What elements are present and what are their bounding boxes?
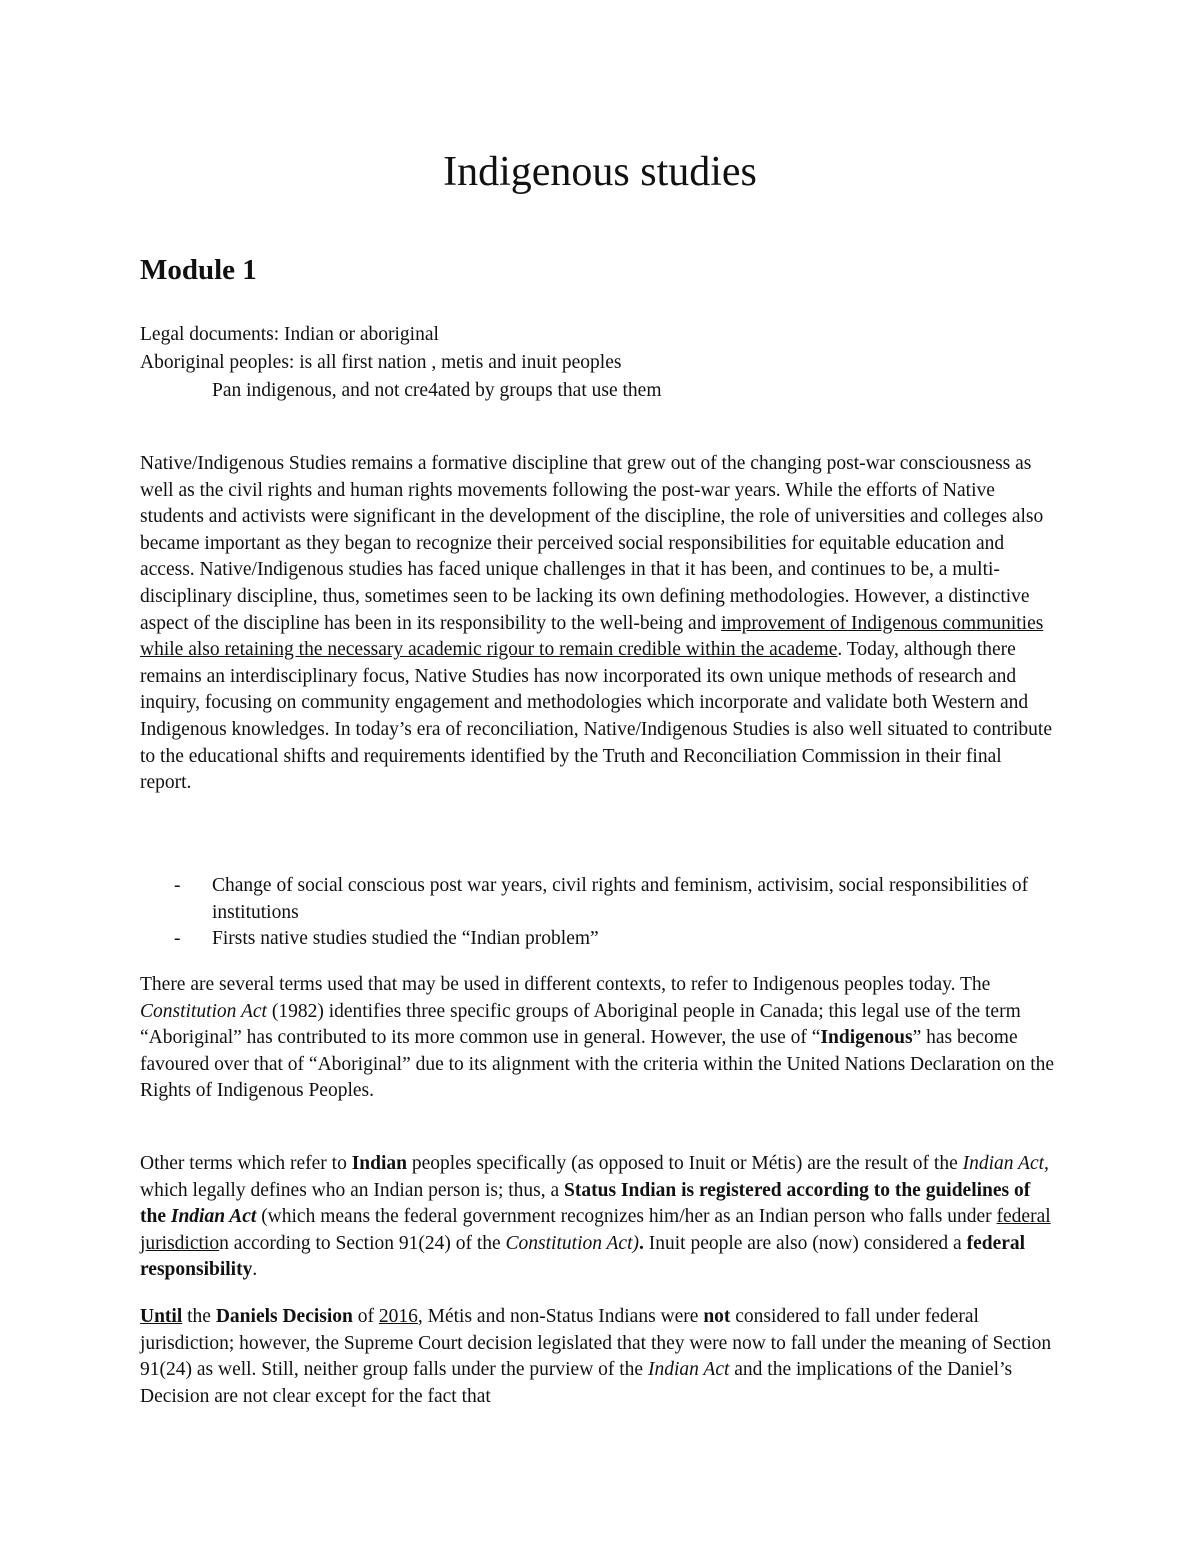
paragraph-text: Inuit people are also (now) considered a bbox=[643, 1232, 967, 1254]
paragraph-text: (which means the federal government recognizes him/her as an Indian person who falls under bbox=[256, 1206, 997, 1228]
paragraph-text: of bbox=[352, 1306, 379, 1327]
paragraph-text: Native/Indigenous Studies remains a formative discipline that grew out of the changing post-war consciousness as well as the civil rights and human rights movements following the post-war years. While the efforts of Native students and activists were significant in the development of the discipline, the role of universities and colleges also became important as they began to recognize their perceived social responsibilities for equitable education and access. Native/Indigenous studies has faced unique challenges in that it has been, and continues to be, a multi-disciplinary discipline, thus, sometimes seen to be lacking its own defining methodologies. However, a distinctive aspect of the discipline has been in its responsibility to the well-being and bbox=[140, 453, 1044, 634]
paragraph-terms bbox=[140, 972, 1055, 1105]
underlined-text: 2016 bbox=[378, 1306, 418, 1327]
list-item bbox=[140, 873, 1055, 926]
paragraph-text: (1982) identifies three specific groups of Aboriginal people in Canada; this legal use of the term “Aboriginal” has contributed to its more common use in general. However, the use of “ bbox=[140, 1000, 1021, 1049]
paragraph-text: the bbox=[182, 1306, 216, 1327]
bold-text: federal responsibility bbox=[140, 1232, 1026, 1281]
paragraph-text: . bbox=[252, 1259, 258, 1281]
bullet-list bbox=[140, 873, 1055, 953]
paragraph-indian-act bbox=[140, 1151, 1055, 1284]
list-item-text: Firsts native studies studied the “Indian problem” bbox=[212, 928, 599, 950]
paragraph-text: There are several terms used that may be used in different contexts, to refer to Indigenous peoples today. The bbox=[140, 974, 991, 995]
bullet-marker: - bbox=[174, 928, 181, 950]
bullet-marker: - bbox=[174, 875, 181, 896]
module-heading: Module 1 bbox=[140, 254, 257, 286]
bold-text: Daniels Decision bbox=[215, 1306, 353, 1327]
list-item-text: Change of social conscious post war years, civil rights and feminism, activisim, social responsibilities of institutions bbox=[212, 875, 1029, 923]
bold-italic-text: Indian Act bbox=[170, 1206, 257, 1228]
paragraph-text: n according to Section 91(24) of the bbox=[219, 1232, 506, 1254]
bold-text: Indigenous bbox=[820, 1027, 913, 1049]
paragraph-text: and the implications of the Daniel’s Decision are not clear except for the fact that bbox=[140, 1359, 1013, 1407]
note-line-aboriginal-peoples: Aboriginal peoples: is all first nation , metis and inuit peoples bbox=[140, 352, 622, 373]
list-item bbox=[140, 926, 1055, 953]
document-title: Indigenous studies bbox=[443, 149, 757, 195]
bold-underlined-text: Until bbox=[140, 1306, 183, 1327]
note-line-pan-indigenous: Pan indigenous, and not cre4ated by groups that use them bbox=[212, 380, 662, 401]
italic-text: Indian Act bbox=[647, 1359, 730, 1381]
italic-text: Indian Act, bbox=[962, 1153, 1049, 1174]
paragraph-text: peoples specifically (as opposed to Inuit or Métis) are the result of the bbox=[407, 1153, 963, 1174]
bold-text: not bbox=[703, 1306, 731, 1327]
paragraph-text: which legally defines who an Indian person is; thus, a bbox=[140, 1179, 565, 1201]
italic-text: Constitution Act bbox=[140, 1000, 267, 1022]
bold-text: Status Indian is registered according to the guidelines of the bbox=[140, 1179, 1031, 1228]
underlined-text: improvement of Indigenous communities while also retaining the necessary academic rigour to remain credible within the academe bbox=[140, 612, 1044, 661]
paragraph-daniels-decision bbox=[140, 1304, 1055, 1410]
bold-text: Indian bbox=[351, 1153, 408, 1174]
paragraph-native-studies bbox=[140, 451, 1055, 797]
paragraph-text: . Today, although there remains an interdisciplinary focus, Native Studies has now incorporated its own unique methods of research and inquiry, focusing on community engagement and methodologies which incorporate and validate both Western and Indigenous knowledges. In today’s era of reconciliation, Native/Indigenous Studies is also well situated to contribute to the educational shifts and requirements identified by the Truth and Reconciliation Commission in their final report. bbox=[140, 639, 1052, 794]
underlined-text: federal jurisdictio bbox=[140, 1206, 1051, 1254]
bold-text: . bbox=[638, 1232, 644, 1254]
italic-text: Constitution Act) bbox=[505, 1232, 639, 1254]
paragraph-text: ” has become favoured over that of “Aboriginal” due to its alignment with the criteria within the United Nations Declaration on the Rights of Indigenous Peoples. bbox=[140, 1027, 1055, 1102]
paragraph-text: , Métis and non-Status Indians were bbox=[417, 1306, 704, 1327]
note-line-legal-documents: Legal documents: Indian or aboriginal bbox=[140, 324, 439, 345]
paragraph-text: considered to fall under federal jurisdiction; however, the Supreme Court decision legislated that they were now to fall under the meaning of Section 91(24) as well. Still, neither group falls under the purview of the bbox=[140, 1306, 1052, 1381]
paragraph-text: Other terms which refer to bbox=[140, 1153, 352, 1174]
